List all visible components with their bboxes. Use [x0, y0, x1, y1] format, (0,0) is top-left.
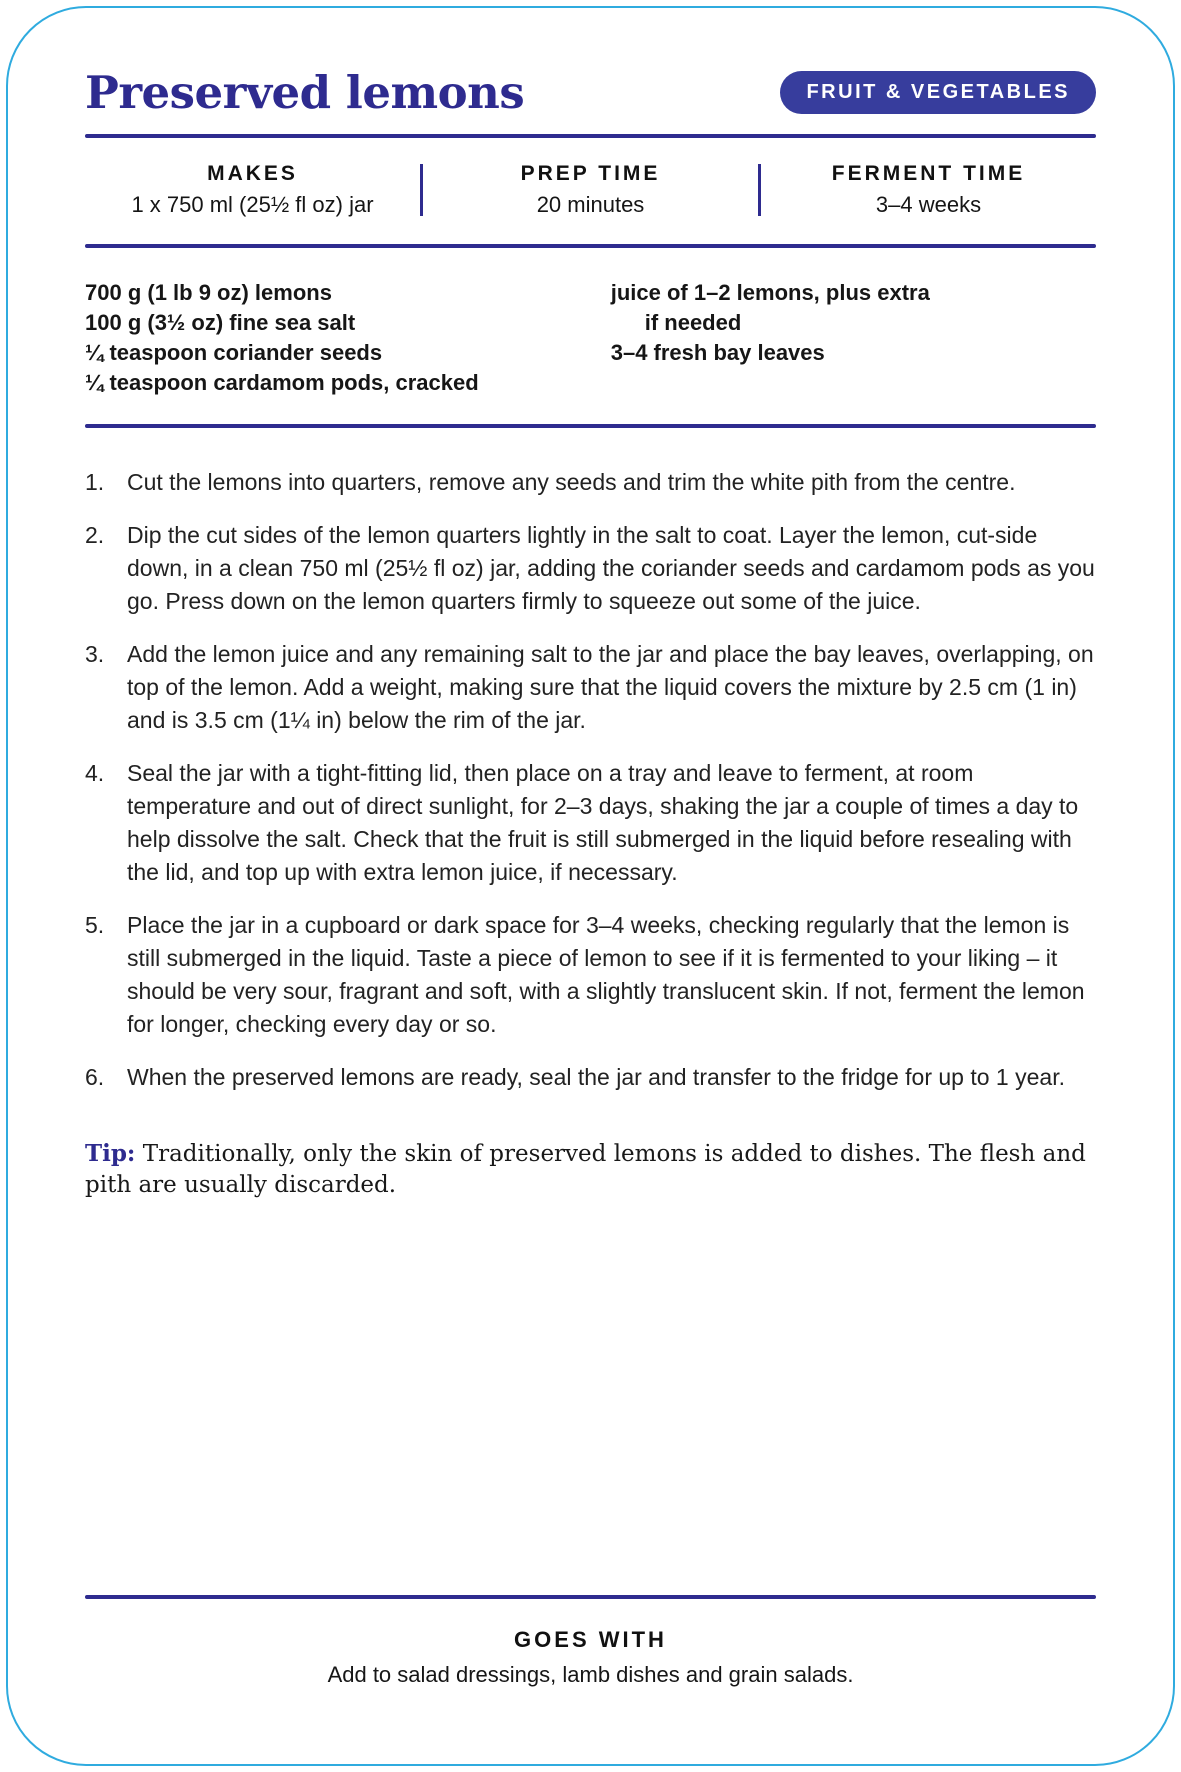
ingredients-right-column — [611, 278, 1096, 398]
step-number: 3. — [85, 640, 105, 667]
step-number: 5. — [85, 911, 105, 938]
page-title: Preserved lemons — [85, 66, 525, 119]
ingredient-item-continuation: if needed — [644, 309, 742, 335]
ingredient-item: 700 g (1 lb 9 oz) lemons — [85, 279, 332, 305]
step-text: Place the jar in a cupboard or dark space for 3–4 weeks, checking regularly that the lemon is still submerged in the liquid. Taste a piece of lemon to see if it is fermented to your liking – it should be very sour, fragrant and soft, with a slightly translucent skin. If not, ferment the lemon for longer, checking every day or so. — [127, 911, 1085, 1037]
meta-ferment-time — [761, 162, 1096, 218]
tip-text: Traditionally, only the skin of preserved lemons is added to dishes. The flesh and pith are usually discarded. — [85, 1140, 1086, 1198]
tip-note — [85, 1138, 1096, 1201]
step-number: 1. — [85, 468, 105, 495]
divider-under-title — [85, 134, 1096, 138]
step-text: Add the lemon juice and any remaining salt to the jar and place the bay leaves, overlapping, on top of the lemon. Add a weight, making sure that the liquid covers the mixture by 2.5 cm (1 in) and is 3.5 cm (1¼ in) below the rim of the jar. — [127, 640, 1094, 733]
step-text: When the preserved lemons are ready, seal the jar and transfer to the fridge for up to 1 year. — [127, 1063, 1065, 1090]
divider-above-ingredients — [85, 244, 1096, 248]
ingredients-list — [85, 278, 1096, 398]
meta-prep-time — [423, 162, 758, 218]
instruction-step — [85, 638, 1096, 737]
meta-makes-value: 1 x 750 ml (25½ fl oz) jar — [131, 191, 374, 217]
meta-makes-label: MAKES — [207, 161, 298, 185]
ingredient-item: ¼ teaspoon coriander seeds — [85, 339, 383, 365]
instruction-step — [85, 757, 1096, 889]
ingredient-item: 100 g (3½ oz) fine sea salt — [85, 309, 356, 335]
instruction-step — [85, 1061, 1096, 1094]
divider-below-ingredients — [85, 424, 1096, 428]
ingredient-item: 3–4 fresh bay leaves — [610, 339, 825, 365]
category-badge: FRUIT & VEGETABLES — [780, 71, 1096, 114]
meta-prep-time-label: PREP TIME — [520, 161, 661, 185]
meta-ferment-time-value: 3–4 weeks — [875, 191, 982, 217]
instruction-step — [85, 466, 1096, 499]
header — [85, 68, 1096, 118]
step-text: Dip the cut sides of the lemon quarters lightly in the salt to coat. Layer the lemon, cut-side down, in a clean 750 ml (25½ fl oz) jar, adding the coriander seeds and cardamom pods as you go. Press down on the lemon quarters firmly to squeeze out some of the juice. — [127, 521, 1095, 614]
meta-prep-time-value: 20 minutes — [536, 191, 645, 217]
recipe-card — [6, 6, 1175, 1766]
goes-with-text: Add to salad dressings, lamb dishes and grain salads. — [327, 1662, 854, 1687]
meta-ferment-time-label: FERMENT TIME — [831, 161, 1026, 185]
ingredient-item: ¼ teaspoon cardamom pods, cracked — [85, 369, 479, 395]
step-number: 6. — [85, 1063, 105, 1090]
instructions-list — [85, 466, 1096, 1114]
ingredient-item: juice of 1–2 lemons, plus extra — [610, 279, 930, 305]
step-number: 2. — [85, 521, 105, 548]
meta-row — [85, 162, 1096, 218]
instruction-step — [85, 909, 1096, 1041]
step-text: Seal the jar with a tight-fitting lid, then place on a tray and leave to ferment, at room temperature and out of direct sunlight, for 2–3 days, shaking the jar a couple of times a day to help dissolve the salt. Check that the fruit is still submerged in the liquid before resealing with the lid, and top up with extra lemon juice, if necessary. — [127, 759, 1079, 885]
meta-makes — [85, 162, 420, 218]
divider-above-goes-with — [85, 1595, 1096, 1599]
ingredients-left-column — [85, 278, 611, 398]
step-text: Cut the lemons into quarters, remove any seeds and trim the white pith from the centre. — [127, 468, 1016, 495]
tip-label: Tip: — [85, 1139, 136, 1167]
goes-with-heading: GOES WITH — [514, 1627, 667, 1652]
goes-with-section — [85, 1595, 1096, 1764]
instruction-step — [85, 519, 1096, 618]
step-number: 4. — [85, 759, 105, 786]
